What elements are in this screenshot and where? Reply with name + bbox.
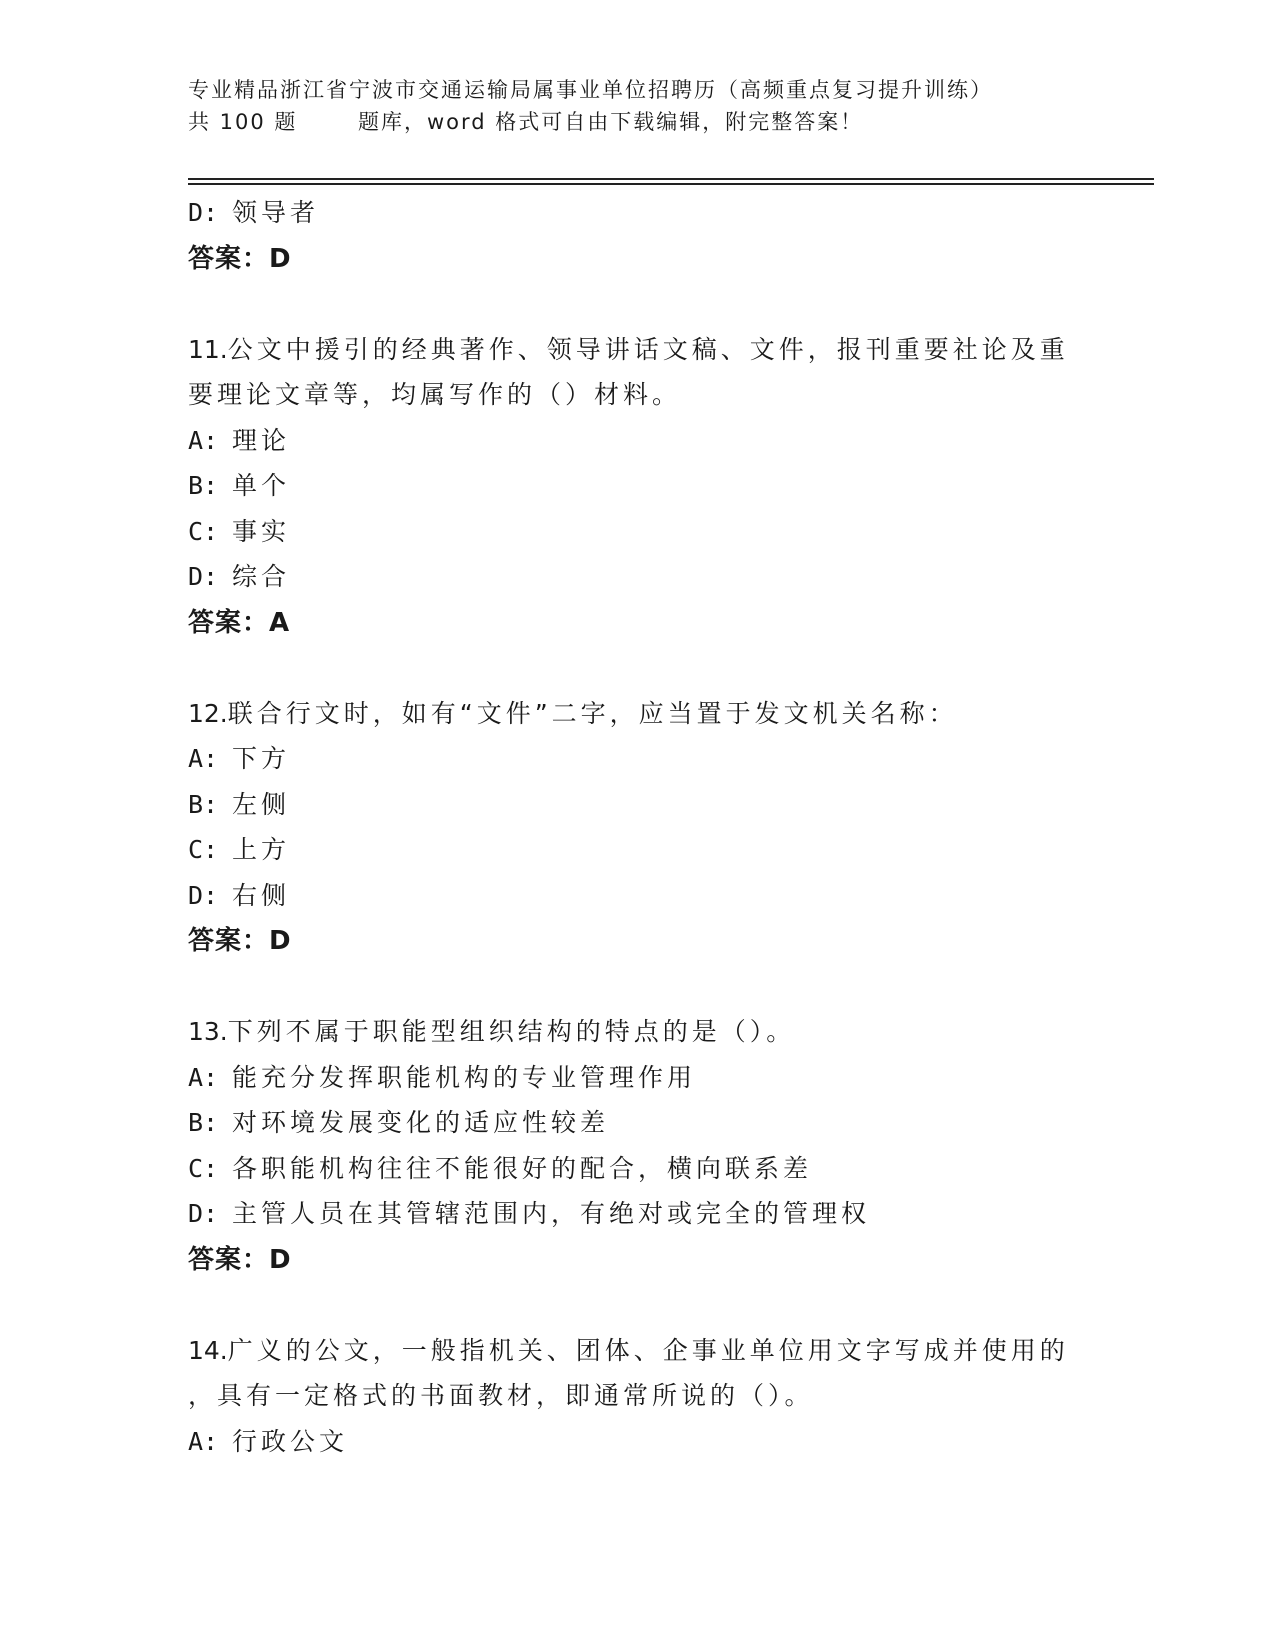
question-number: 13. (188, 1017, 228, 1046)
answer-line: 答案：D (188, 243, 292, 274)
option-text: 主管人员在其管辖范围内，有绝对或完全的管理权 (232, 1199, 871, 1228)
option-key: B: (188, 471, 219, 500)
header-description: 题库，word 格式可自由下载编辑，附完整答案！ (358, 110, 864, 134)
option-key: D: (188, 1199, 219, 1228)
question-text-line: 11.公文中援引的经典著作、领导讲话文稿、文件，报刊重要社论及重 (188, 334, 1069, 364)
question-text-line: 要理论文章等，均属写作的（）材料。 (188, 380, 682, 409)
option-text: 单个 (232, 471, 291, 500)
header-title-line1: 专业精品浙江省宁波市交通运输局属事业单位招聘历（高频重点复习提升训练） (188, 78, 993, 102)
question-text-line: 13.下列不属于职能型组织结构的特点的是（）。 (188, 1017, 796, 1046)
option-text: 理论 (232, 425, 291, 455)
question-13 (188, 1009, 1088, 1055)
option-item (188, 418, 1088, 464)
header-divider-bottom (188, 183, 1154, 185)
answer-line: 答案：A (188, 607, 291, 638)
question-number: 12. (188, 698, 228, 728)
option-key: D: (188, 880, 219, 910)
option-key: C: (188, 835, 219, 864)
option-key: A: (188, 1062, 219, 1092)
page-header (188, 74, 1148, 138)
question-number: 11. (188, 334, 228, 364)
answer-line: 答案：D (188, 926, 292, 956)
option-item (188, 509, 1088, 555)
option-text: 左侧 (232, 789, 291, 819)
option-key: B: (188, 1108, 219, 1137)
option-text: 综合 (232, 562, 291, 591)
question-11 (188, 327, 1088, 418)
option-item (188, 827, 1088, 873)
option-text: 各职能机构往往不能很好的配合，横向联系差 (232, 1153, 813, 1183)
answer-line: 答案：D (188, 1244, 292, 1275)
option-text: 下方 (232, 744, 291, 773)
question-14 (188, 1328, 1088, 1419)
option-text: 事实 (232, 516, 291, 546)
option-key: A: (188, 744, 219, 773)
option-text: 能充分发挥职能机构的专业管理作用 (232, 1062, 697, 1092)
question-text-line: ，具有一定格式的书面教材，即通常所说的（）。 (188, 1381, 814, 1410)
option-key: B: (188, 789, 219, 819)
option-item (188, 736, 1088, 782)
header-title-line2 (188, 106, 1148, 138)
document-body (188, 190, 1088, 1464)
question-text-line: 14.广义的公文，一般指机关、团体、企事业单位用文字写成并使用的 (188, 1335, 1069, 1365)
option-text: 领导者 (232, 198, 320, 227)
option-item (188, 554, 1088, 600)
header-question-count: 共 100 题 (188, 110, 298, 134)
option-item (188, 1191, 1088, 1237)
question-12 (188, 691, 1088, 737)
option-text: 上方 (232, 835, 291, 864)
question-text-line: 12.联合行文时，如有“文件”二字，应当置于发文机关名称： (188, 698, 958, 728)
header-divider-top (188, 178, 1154, 180)
option-key: A: (188, 425, 219, 455)
option-item (188, 873, 1088, 919)
option-key: A: (188, 1426, 219, 1456)
option-item (188, 1146, 1088, 1192)
option-item (188, 782, 1088, 828)
option-key: D: (188, 562, 219, 591)
option-item (188, 1055, 1088, 1101)
option-item (188, 190, 1088, 236)
option-text: 右侧 (232, 880, 291, 910)
option-key: C: (188, 516, 219, 546)
option-item (188, 1100, 1088, 1146)
option-key: D: (188, 198, 219, 227)
question-number: 14. (188, 1335, 228, 1365)
option-item (188, 1419, 1088, 1465)
option-item (188, 463, 1088, 509)
option-text: 行政公文 (232, 1426, 349, 1456)
option-text: 对环境发展变化的适应性较差 (232, 1108, 610, 1137)
option-key: C: (188, 1153, 219, 1183)
